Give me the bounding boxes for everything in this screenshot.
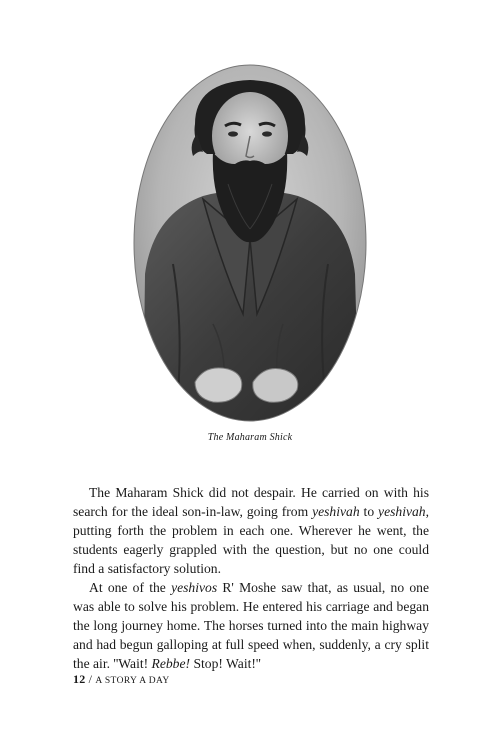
italic-term: yeshivos [171,580,218,595]
text-run: The Maharam Shick did not despair. He carried on with his search for the ideal son-in-law, going from [73,485,429,519]
portrait-photo [133,64,367,422]
text-run: , putting forth the problem in each one. Wherever he went, the students eagerly grappled with the question, but no one could find a satisfactory solution. [73,504,430,576]
paragraph [73,483,429,578]
footer-separator: / [85,672,96,686]
italic-term: yeshivah [312,504,360,519]
running-head: A STORY A DAY [95,676,170,686]
page-footer [73,672,170,687]
italic-term: yeshivah [378,504,426,519]
text-run: R' Moshe saw that, as usual, no one was able to solve his problem. He entered his carriage and began the long journey home. The horses turned into the main highway and had begun galloping at full speed when, suddenly, a cry split the air. ''Wait! [73,580,429,671]
paragraph [73,578,429,673]
italic-term: Rebbe! [151,656,191,671]
page-number: 12 [73,672,86,686]
figure-caption: The Maharam Shick [207,432,293,443]
body-text [73,483,429,673]
text-run: Stop! Wait!'' [190,656,261,671]
text-run: At one of the [89,580,172,595]
text-run: to [359,504,379,519]
